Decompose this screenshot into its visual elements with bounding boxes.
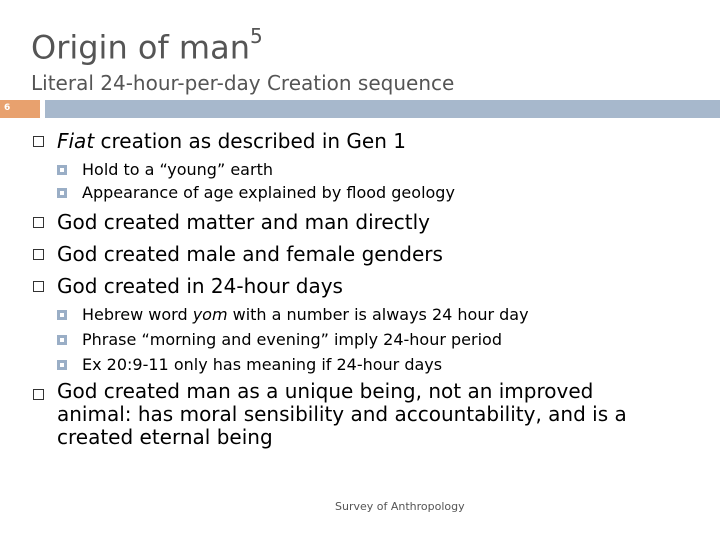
sub-bullet-item bbox=[82, 305, 529, 325]
bullet-item: God created matter and man directly bbox=[57, 210, 430, 234]
page-number: 6 bbox=[4, 103, 11, 113]
sub-bullet-text: Hebrew word bbox=[82, 305, 193, 324]
square-bullet-icon bbox=[33, 136, 44, 147]
square-bullet-icon bbox=[33, 281, 44, 292]
sub-bullet-icon bbox=[57, 188, 67, 198]
sub-bullet-icon bbox=[57, 335, 67, 345]
bullet-item bbox=[57, 129, 406, 153]
sub-bullet-icon bbox=[57, 310, 67, 320]
bullet-item: God created male and female genders bbox=[57, 242, 443, 266]
bullet-italic-lead: Fiat bbox=[57, 129, 95, 153]
square-bullet-icon bbox=[33, 249, 44, 260]
sub-bullet-item: Phrase “morning and evening” imply 24-hour period bbox=[82, 330, 502, 349]
sub-bullet-item: Hold to a “young” earth bbox=[82, 160, 273, 179]
square-bullet-icon bbox=[33, 217, 44, 228]
bullet-item: God created man as a unique being, not an improved animal: has moral sensibility and accountability, and is a created eternal being bbox=[57, 379, 627, 449]
sub-bullet-icon bbox=[57, 165, 67, 175]
bullet-text: creation as described in Gen 1 bbox=[94, 129, 406, 153]
sub-bullet-italic: yom bbox=[192, 305, 228, 324]
slide-footer: Survey of Anthropology bbox=[335, 500, 465, 513]
sub-bullet-item: Ex 20:9-11 only has meaning if 24-hour days bbox=[82, 355, 443, 374]
title-text: Origin of man bbox=[31, 28, 250, 67]
slide-subtitle: Literal 24-hour-per-day Creation sequence bbox=[31, 71, 455, 95]
sub-bullet-text: with a number is always 24 hour day bbox=[227, 305, 529, 324]
square-bullet-icon bbox=[33, 389, 44, 400]
bullet-item: God created in 24-hour days bbox=[57, 274, 343, 298]
sub-bullet-icon bbox=[57, 360, 67, 370]
title-superscript: 5 bbox=[249, 24, 263, 48]
sub-bullet-item: Appearance of age explained by flood geology bbox=[82, 183, 455, 202]
